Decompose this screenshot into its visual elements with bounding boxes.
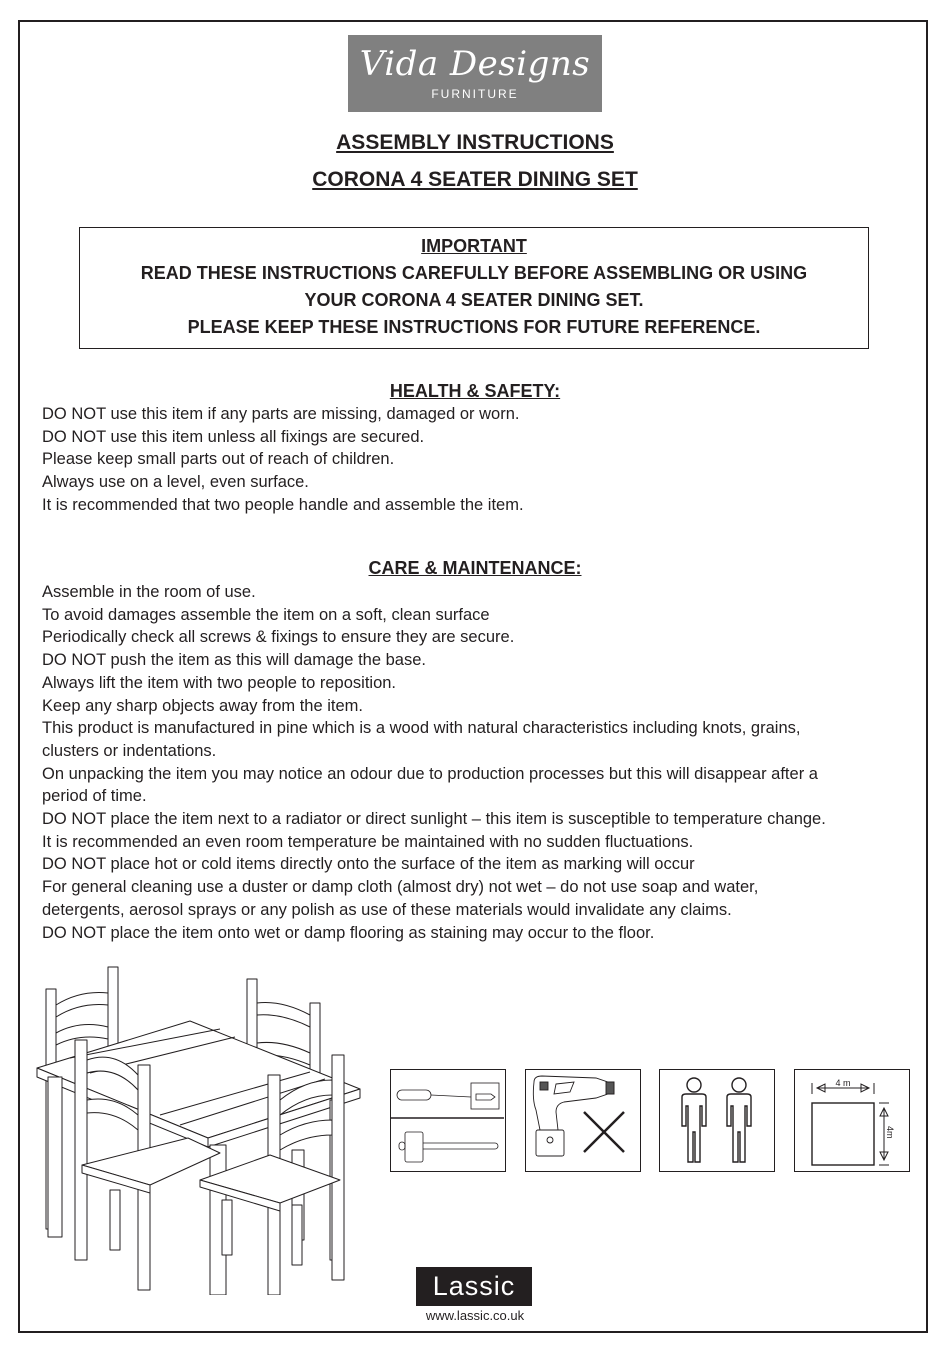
lassic-url[interactable]: www.lassic.co.uk [425, 1308, 525, 1323]
hand-tools-box [390, 1069, 506, 1172]
list-item: DO NOT use this item if any parts are missing, damaged or worn. [42, 405, 520, 423]
list-item: Periodically check all screws & fixings to ensure they are secure. [42, 628, 515, 647]
health-safety-list [42, 403, 912, 517]
important-heading: IMPORTANT [421, 236, 527, 256]
important-line: READ THESE INSTRUCTIONS CAREFULLY BEFORE ASSEMBLING OR USING [140, 263, 808, 283]
list-item: period of time. [42, 787, 147, 806]
list-item: It is recommended an even room temperature be maintained with no sudden fluctuations. [42, 832, 694, 851]
list-item: Keep any sharp objects away from the item. [42, 696, 363, 715]
space-requirement-box [794, 1069, 910, 1172]
screwdriver-mallet-icon [391, 1070, 504, 1170]
health-safety-heading: HEALTH & SAFETY: [389, 381, 561, 401]
care-maintenance-heading: CARE & MAINTENANCE: [368, 558, 582, 578]
list-item: Assemble in the room of use. [42, 583, 256, 601]
vida-designs-logo [348, 35, 602, 112]
list-item: Always lift the item with two people to reposition. [42, 673, 397, 692]
assembly-space-icon [795, 1070, 908, 1170]
logo-sub-text: FURNITURE [431, 87, 519, 101]
page-title: ASSEMBLY INSTRUCTIONS [336, 131, 614, 154]
care-maintenance-list [42, 581, 912, 944]
list-item: detergents, aerosol sprays or any polish as use of these materials would invalidate any claims. [42, 900, 732, 919]
important-notice-box [79, 227, 869, 349]
page-subtitle: CORONA 4 SEATER DINING SET [312, 168, 638, 191]
list-item: DO NOT push the item as this will damage the base. [42, 651, 426, 670]
list-item: DO NOT place the item onto wet or damp flooring as staining may occur to the floor. [42, 923, 655, 942]
space-height-label: 4m [885, 1126, 895, 1139]
list-item: For general cleaning use a duster or damp cloth (almost dry) not wet – do not use soap and water, [42, 878, 759, 897]
two-person-box [659, 1069, 775, 1172]
list-item: DO NOT place the item next to a radiator or direct sunlight – this item is susceptible to temperature change. [42, 810, 826, 829]
list-item: To avoid damages assemble the item on a soft, clean surface [42, 605, 490, 624]
list-item: clusters or indentations. [42, 741, 217, 760]
list-item: DO NOT use this item unless all fixings are secured. [42, 427, 425, 446]
list-item: It is recommended that two people handle and assemble the item. [42, 495, 524, 514]
important-line: YOUR CORONA 4 SEATER DINING SET. [304, 290, 644, 310]
two-people-icon [660, 1070, 773, 1170]
space-width-label: 4 m [835, 1078, 851, 1088]
no-power-drill-icon [526, 1070, 639, 1170]
list-item: DO NOT place hot or cold items directly onto the surface of the item as marking will occur [42, 855, 695, 874]
list-item: Please keep small parts out of reach of children. [42, 450, 395, 469]
no-drill-box [525, 1069, 641, 1172]
lassic-logo: Lassic [416, 1267, 532, 1306]
dining-set-illustration-icon [30, 955, 370, 1295]
logo-main-text: Vida Designs [359, 44, 591, 84]
list-item: This product is manufactured in pine which is a wood with natural characteristics including knots, grains, [42, 719, 801, 738]
list-item: On unpacking the item you may notice an odour due to production processes but this will disappear after a [42, 764, 818, 783]
important-line: PLEASE KEEP THESE INSTRUCTIONS FOR FUTURE REFERENCE. [187, 317, 761, 337]
list-item: Always use on a level, even surface. [42, 473, 309, 492]
